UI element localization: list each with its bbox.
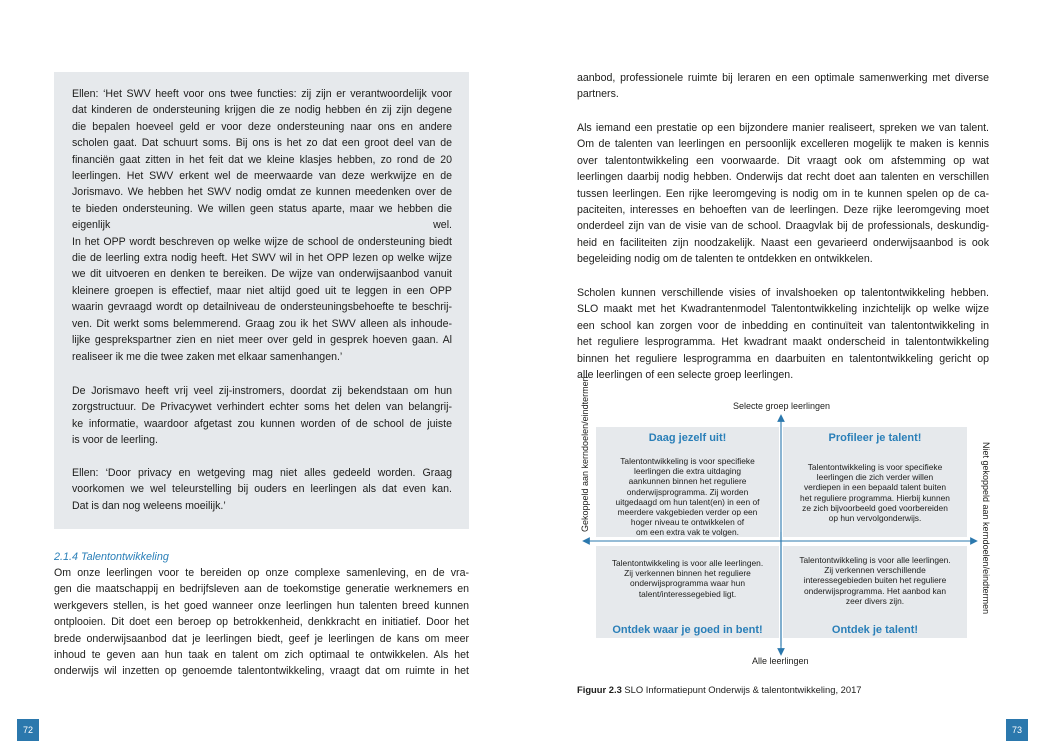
text-line: eigenlijk wel.	[72, 219, 452, 232]
text-line: Jorismavo. We hebben het SWV nodig omdat ze kunnen meedenken over de	[72, 186, 452, 199]
quadrant-text-line: het reguliere programma. Hierbij kunnen	[800, 492, 950, 503]
quote-paragraph-jorismavo	[72, 383, 452, 449]
text-line: Ellen: ‘Door privacy en wetgeving mag niet alles gedeeld worden. Graag	[72, 467, 452, 479]
quadrant-text-top-right	[785, 462, 965, 523]
quadrant-text-line: ze zich bijvoorbeeld goed voorbereiden	[802, 502, 948, 513]
text-line: we dit uitvoeren en denken te bereiken. De wijze van onderwijsaanbod vanuit	[72, 268, 452, 281]
axis-label-bottom: Alle leerlingen	[752, 656, 809, 666]
quadrant-text-top-left	[598, 456, 777, 538]
text-line: binnen het reguliere lesprogramma en daarbuiten en talentontwikkeling gericht op	[577, 352, 989, 365]
quadrant-text-line: meerdere vakgebieden verder op een	[617, 507, 758, 518]
text-line: werkgevers stellen, is het goed wanneer onze leerlingen hun talenten breed kunnen	[54, 599, 469, 612]
quadrant-text-line: op hun vervolgonderwijs.	[828, 513, 922, 524]
right-paragraph-2	[577, 120, 989, 268]
text-line: zorgstructuur. De Privacywet verhindert echter soms het delen van belangrij-	[72, 401, 452, 414]
text-line: Om de talenten van leerlingen en persoonlijk excelleren mogelijk te maken is kennis	[577, 138, 989, 151]
quadrant-text-line: uitgedaagd om hun talent(en) in een of	[615, 496, 760, 507]
text-line: voorkomen we wel teleurstelling bij ouders en leerlingen als dat even kan.	[72, 483, 452, 496]
text-line: over talentontwikkeling een voorwaarde. Dit vraagt ook om afstemming op wat	[577, 154, 989, 167]
quadrant-text-line: Zij verkennen binnen het reguliere	[624, 568, 751, 579]
quadrant-text-bottom-right	[785, 555, 965, 606]
quadrant-text-line: Talentontwikkeling is voor alle leerlingen.	[799, 555, 951, 565]
text-line: te bieden ondersteuning. We willen geen status aparte, maar we hebben die	[72, 202, 452, 215]
page-number-right: 73	[1006, 719, 1028, 741]
text-line: Om onze leerlingen voor te bereiden op onze complexe samenleving, en de vra-	[54, 567, 469, 579]
quadrant-title-top-right: Profileer je talent!	[828, 432, 922, 444]
text-line: die bepalen hoeveel geld er voor deze ondersteuning naar ons en andere	[72, 120, 452, 133]
right-paragraph-3	[577, 285, 989, 383]
quadrant-text-line: verdiepen in een bepaald talent buiten	[803, 482, 947, 493]
text-line: tussen leerlingen. Een rijke leeromgeving is nodig om in te kunnen spelen op de ca-	[577, 187, 989, 200]
text-line: realiseer ik me die twee zaken met elkaar samenhangen.’	[72, 350, 343, 363]
quadrant-text-line: talent/interessegebied ligt.	[638, 588, 737, 599]
quadrant-title-top-left: Daag jezelf uit!	[648, 432, 727, 444]
quadrant-text-line: interessegebieden buiten het reguliere	[803, 575, 947, 586]
text-line: waarin gevraagd wordt op detailniveau de ondersteuningsbehoefte te beschrij-	[72, 301, 452, 314]
text-line: Scholen kunnen verschillende visies of invalshoeken op talentontwikkeling hebben.	[577, 287, 989, 299]
quadrant-text-line: aankunnen binnen het reguliere	[628, 476, 747, 487]
text-line: ontplooien. Dit doet een beroep op betrokkenheid, denkkracht en initiatief. Door het	[54, 616, 469, 629]
quadrant-text-line: onderwijsprogramma waar hun	[630, 578, 745, 589]
text-line: paciteiten, interesses en behoeften van de leerlingen. Deze rijke leeromgeving moet	[577, 204, 989, 217]
quadrant-text-line: onderwijsprogramma. Zij worden	[626, 486, 749, 497]
text-line: Dat is dan nog weleens moeilijk.’	[72, 499, 226, 512]
page-number-left: 72	[17, 719, 39, 741]
text-line: brede onderwijsaanbod dat je leerlingen biedt, geef je leerlingen de kans om meer	[54, 632, 469, 645]
quote-paragraph-ellen-1	[72, 86, 452, 365]
axis-label-right: Niet gekoppeld aan kerndoelen/eindtermen	[981, 442, 991, 615]
text-line: begeleiding nodig om de talenten te ontdekken en ontwikkelen.	[577, 253, 873, 266]
text-line: heid en faciliteiten zijn noodzakelijk. Naast een gevarieerd onderwijsaanbod is ook	[577, 236, 989, 249]
quadrant-text-line: Talentontwikkeling is voor specifieke	[620, 456, 755, 466]
quadrant-text-line: leerlingen die extra uitdaging	[633, 466, 742, 477]
section-heading: 2.1.4 Talentontwikkeling	[54, 551, 169, 563]
figure-caption	[577, 684, 862, 696]
right-paragraph-1	[577, 70, 989, 103]
text-line: ke informatie, waardoor afgetast zou kunnen worden of de school de juiste	[72, 417, 452, 430]
text-line: financiën gaat zitten in het feit dat we kleine klasjes hebben, zo rond de 20	[72, 153, 452, 166]
figure-caption-text: SLO Informatiepunt Onderwijs & talentontwikkeling, 2017	[621, 684, 862, 695]
text-line: een school kan zorgen voor de inbedding en continuïteit van talentontwikkeling in	[577, 319, 989, 332]
quadrant-text-line: Talentontwikkeling is voor alle leerlingen.	[611, 558, 764, 568]
quadrant-text-line: onderwijsprogramma. Het aanbod kan	[804, 585, 946, 596]
quadrant-title-bottom-right: Ontdek je talent!	[831, 624, 919, 636]
text-line: onderdeel zijn van de visie van de school. Draagvlak bij de professionals, deskundig-	[577, 220, 989, 233]
axis-label-left: Gekoppeld aan kerndoelen/eindtermen	[580, 376, 590, 532]
quote-paragraph-ellen-2	[72, 465, 452, 514]
quadrant-title-bottom-left: Ontdek waar je goed in bent!	[612, 624, 763, 636]
text-line: leerlingen daarbij nodig hebben. Onderwijs dat recht doet aan talenten en verschillen	[577, 171, 989, 184]
left-body-text	[54, 565, 469, 680]
text-line: aanbod, professionele ruimte bij leraren en een optimale samenwerking met diverse	[577, 72, 989, 84]
text-line: dat kinderen de ondersteuning krijgen die ze nodig hebben én zij zijn degene	[72, 104, 452, 117]
text-line: die de leerling extra nodig heeft. Het SWV wil in het OPP lezen op welke wijze	[72, 252, 452, 265]
quadrant-text-line: om een extra vak te volgen.	[636, 527, 739, 538]
text-line: Ellen: ‘Het SWV heeft voor ons twee functies: zij zijn er verantwoordelijk voor	[72, 88, 452, 100]
text-line: ven. Dit werkt soms belemmerend. Graag zou ik het SWV alleen als inhoude-	[72, 317, 452, 330]
text-line: het reguliere lesprogramma. Het kwadrant maakt onderscheid in talentontwikkeling	[577, 336, 989, 349]
quadrant-text-line: Zij verkennen verschillende	[824, 565, 926, 576]
text-line: kleinere groepen is effectief, maar niet altijd goed uit te leggen in een OPP	[72, 284, 452, 297]
text-line: leerlingen. Het SWV erkent wel de meerwaarde van deze werkwijze en de	[72, 170, 452, 183]
text-line: onderwijs wil inzetten op genoemde talentontwikkeling, vraagt dat om ruimte in het	[54, 665, 469, 678]
text-line: scholen gaat. Dat schuurt soms. Bij ons is het zo dat een groot deel van de	[72, 137, 452, 150]
text-line: De Jorismavo heeft vrij veel zij-instromers, doordat zij bekendstaan om hun	[72, 385, 452, 397]
quadrant-text-bottom-left	[598, 558, 777, 599]
quadrant-text-line: zeer divers zijn.	[845, 595, 905, 606]
text-line: In het OPP wordt beschreven op welke wijze de school de ondersteuning biedt	[72, 235, 452, 248]
text-line: is voor de leerling.	[72, 434, 158, 447]
text-line: SLO maakt met het Kwadrantenmodel Talentontwikkeling inzichtelijk op welke wijze	[577, 303, 989, 316]
quadrant-text-line: Talentontwikkeling is voor specifieke	[807, 462, 943, 472]
text-line: alle leerlingen of een selecte groep leerlingen.	[577, 369, 794, 382]
axis-label-top: Selecte groep leerlingen	[733, 401, 831, 411]
quadrant-text-line: hoger niveau te ontwikkelen of	[630, 517, 745, 528]
text-line: partners.	[577, 88, 619, 101]
quadrant-text-line: leerlingen die zich verder willen	[816, 472, 934, 483]
text-line: lijke gesprekspartner zien en niet meer over geld in gesprek hoeven gaan. Al	[72, 334, 452, 347]
figure-caption-label: Figuur 2.3	[577, 684, 622, 695]
text-line: gen die maatschappij en bedrijfsleven aan de toekomstige generatie werknemers en	[54, 583, 469, 596]
text-line: Als iemand een prestatie op een bijzondere manier realiseert, spreken we van talent.	[577, 122, 989, 134]
text-line: inhoud te geven aan hun taak en talent om zich optimaal te ontwikkelen. Als het	[54, 649, 469, 662]
